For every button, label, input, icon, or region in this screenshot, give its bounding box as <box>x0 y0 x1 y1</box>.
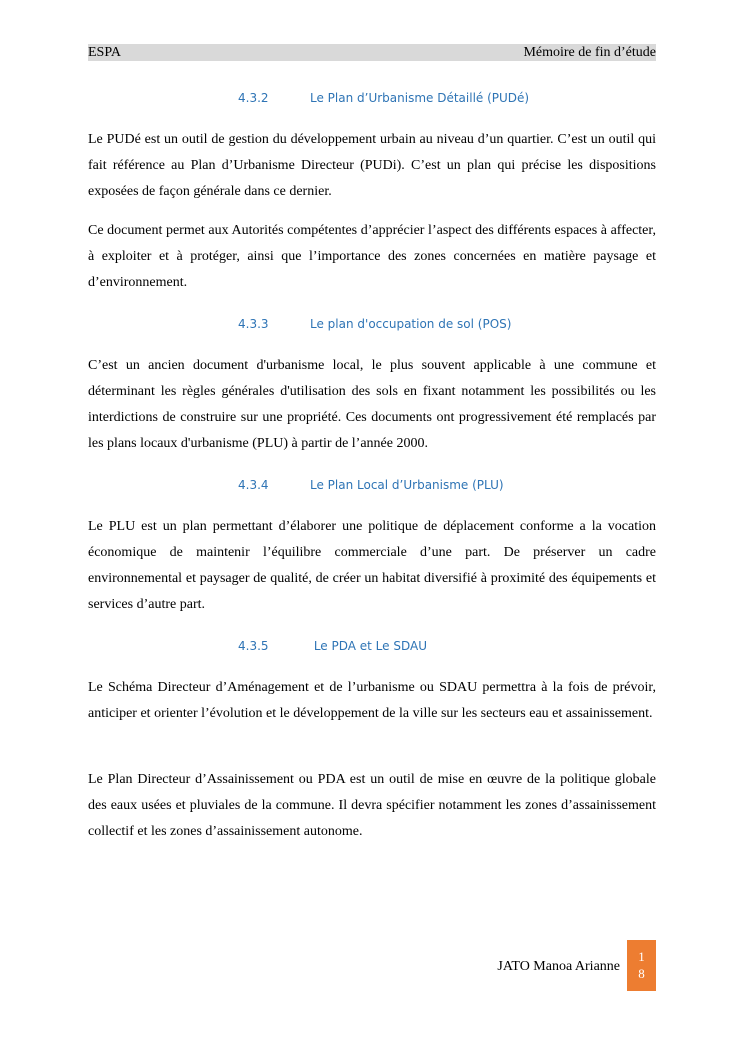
section-number: 4.3.2 <box>238 91 269 105</box>
section-heading-4-3-3 <box>238 316 511 332</box>
section-title: Le Plan Local d’Urbanisme (PLU) <box>310 478 504 492</box>
page-number-badge <box>627 940 656 991</box>
section-heading-4-3-5 <box>238 638 427 654</box>
page-number-digit: 8 <box>638 966 645 981</box>
header-document-title: Mémoire de fin d’étude <box>523 45 656 60</box>
section-title: Le plan d'occupation de sol (POS) <box>310 317 512 331</box>
paragraph: Le PLU est un plan permettant d’élaborer une politique de déplacement conforme a la vocation économique de maintenir l’équilibre commerciale d’une part. De préserver un cadre environnemental et paysager de qualité, de créer un habitat diversifié à proximité des équipements et services d’autre part. <box>88 519 656 612</box>
section-title: Le Plan d’Urbanisme Détaillé (PUDé) <box>310 91 530 105</box>
section-heading-4-3-4 <box>238 477 504 493</box>
paragraph: Ce document permet aux Autorités compétentes d’apprécier l’aspect des différents espaces à affecter, à exploiter et à protéger, ainsi que l’importance des zones concernées en matière paysage et d’environnement. <box>88 223 656 290</box>
paragraph: Le Plan Directeur d’Assainissement ou PDA est un outil de mise en œuvre de la politique globale des eaux usées et pluviales de la commune. Il devra spécifier notamment les zones d’assainissement collectif et les zones d’assainissement autonome. <box>88 772 656 839</box>
section-number: 4.3.3 <box>238 317 269 331</box>
paragraph: C’est un ancien document d'urbanisme local, le plus souvent applicable à une commune et déterminant les règles générales d'utilisation des sols en fixant notamment les possibilités ou les interdictions de construire sur une propriété. Ces documents ont progressivement été remplacés par les plans locaux d'urbanisme (PLU) à partir de l’année 2000. <box>88 358 656 451</box>
section-number: 4.3.4 <box>238 478 269 492</box>
section-heading-4-3-2 <box>238 90 529 106</box>
paragraph: Le PUDé est un outil de gestion du développement urbain au niveau d’un quartier. C’est un outil qui fait référence au Plan d’Urbanisme Directeur (PUDi). C’est un plan qui précise les dispositions exposées de façon générale dans ce dernier. <box>88 132 656 199</box>
section-number: 4.3.5 <box>238 639 269 653</box>
paragraph: Le Schéma Directeur d’Aménagement et de l’urbanisme ou SDAU permettra à la fois de prévoir, anticiper et orienter l’évolution et le développement de la ville sur les secteurs eau et assainissement. <box>88 680 656 721</box>
header-institution: ESPA <box>88 45 121 60</box>
section-title: Le PDA et Le SDAU <box>310 639 427 653</box>
page-header <box>88 44 656 61</box>
footer-author: JATO Manoa Arianne <box>497 959 620 974</box>
page-number-digit: 1 <box>638 949 645 964</box>
